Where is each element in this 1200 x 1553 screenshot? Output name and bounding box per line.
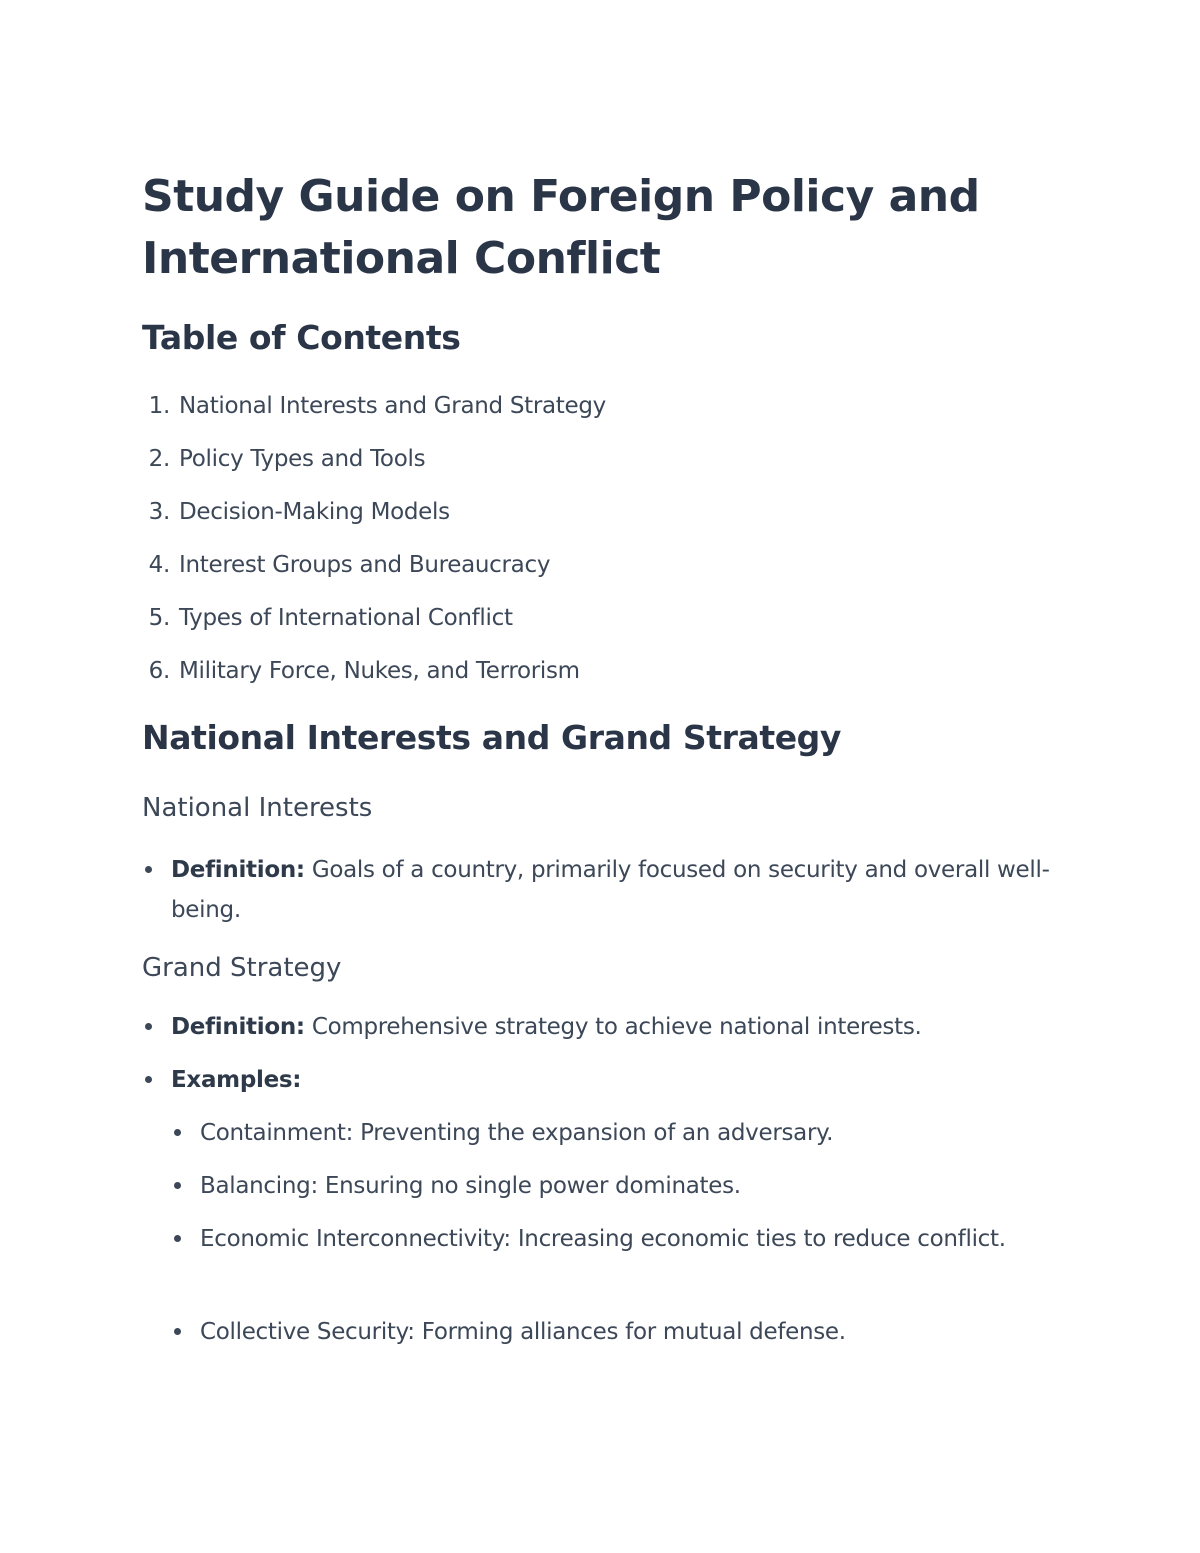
toc-item — [142, 550, 550, 580]
bullet-text: Containment: Preventing the expansion of an adversary. — [200, 1120, 834, 1146]
bullet-dot — [145, 866, 152, 873]
toc-heading: Table of Contents — [142, 318, 461, 357]
subsection-heading: Grand Strategy — [142, 953, 342, 983]
toc-item — [142, 444, 425, 474]
bullet-item — [171, 1060, 1051, 1100]
bullet-text: Economic Interconnectivity: Increasing economic ties to reduce conflict. — [200, 1226, 1006, 1252]
subsection-heading: National Interests — [142, 793, 373, 823]
bullet-label: Examples: — [171, 1067, 302, 1093]
toc-item-number: 6. — [148, 658, 170, 684]
toc-item — [142, 603, 513, 633]
toc-item-label: Interest Groups and Bureaucracy — [179, 552, 551, 578]
bullet-item — [171, 850, 1051, 930]
bullet-dot — [174, 1235, 181, 1242]
bullet-dot — [145, 1076, 152, 1083]
toc-item-label: Decision-Making Models — [179, 499, 450, 525]
toc-item-label: National Interests and Grand Strategy — [179, 393, 606, 419]
sub-bullet-item — [200, 1166, 1030, 1206]
toc-item-number: 5. — [148, 605, 170, 631]
toc-item — [142, 391, 606, 421]
bullet-dot — [174, 1328, 181, 1335]
bullet-text: Goals of a country, primarily focused on security and overall well-being. — [171, 857, 1050, 923]
toc-item-number: 1. — [148, 393, 170, 419]
bullet-label: Definition: — [171, 1014, 305, 1040]
bullet-label: Definition: — [171, 857, 305, 883]
bullet-dot — [145, 1023, 152, 1030]
toc-item-number: 4. — [148, 552, 170, 578]
toc-item-label: Types of International Conflict — [179, 605, 513, 631]
toc-item-number: 2. — [148, 446, 170, 472]
toc-item-label: Military Force, Nukes, and Terrorism — [179, 658, 580, 684]
sub-bullet-item — [200, 1312, 1030, 1352]
bullet-text: Balancing: Ensuring no single power dominates. — [200, 1173, 741, 1199]
sub-bullet-item — [200, 1219, 1030, 1259]
toc-item-label: Policy Types and Tools — [179, 446, 426, 472]
section-heading: National Interests and Grand Strategy — [142, 718, 842, 757]
bullet-item — [171, 1007, 1051, 1047]
toc-item — [142, 656, 580, 686]
bullet-text: Collective Security: Forming alliances for mutual defense. — [200, 1319, 846, 1345]
toc-item — [142, 497, 450, 527]
document-title: Study Guide on Foreign Policy and International Conflict — [142, 171, 980, 284]
bullet-text: Comprehensive strategy to achieve national interests. — [311, 1014, 922, 1040]
bullet-dot — [174, 1182, 181, 1189]
bullet-dot — [174, 1129, 181, 1136]
sub-bullet-item — [200, 1113, 1030, 1153]
toc-item-number: 3. — [148, 499, 170, 525]
